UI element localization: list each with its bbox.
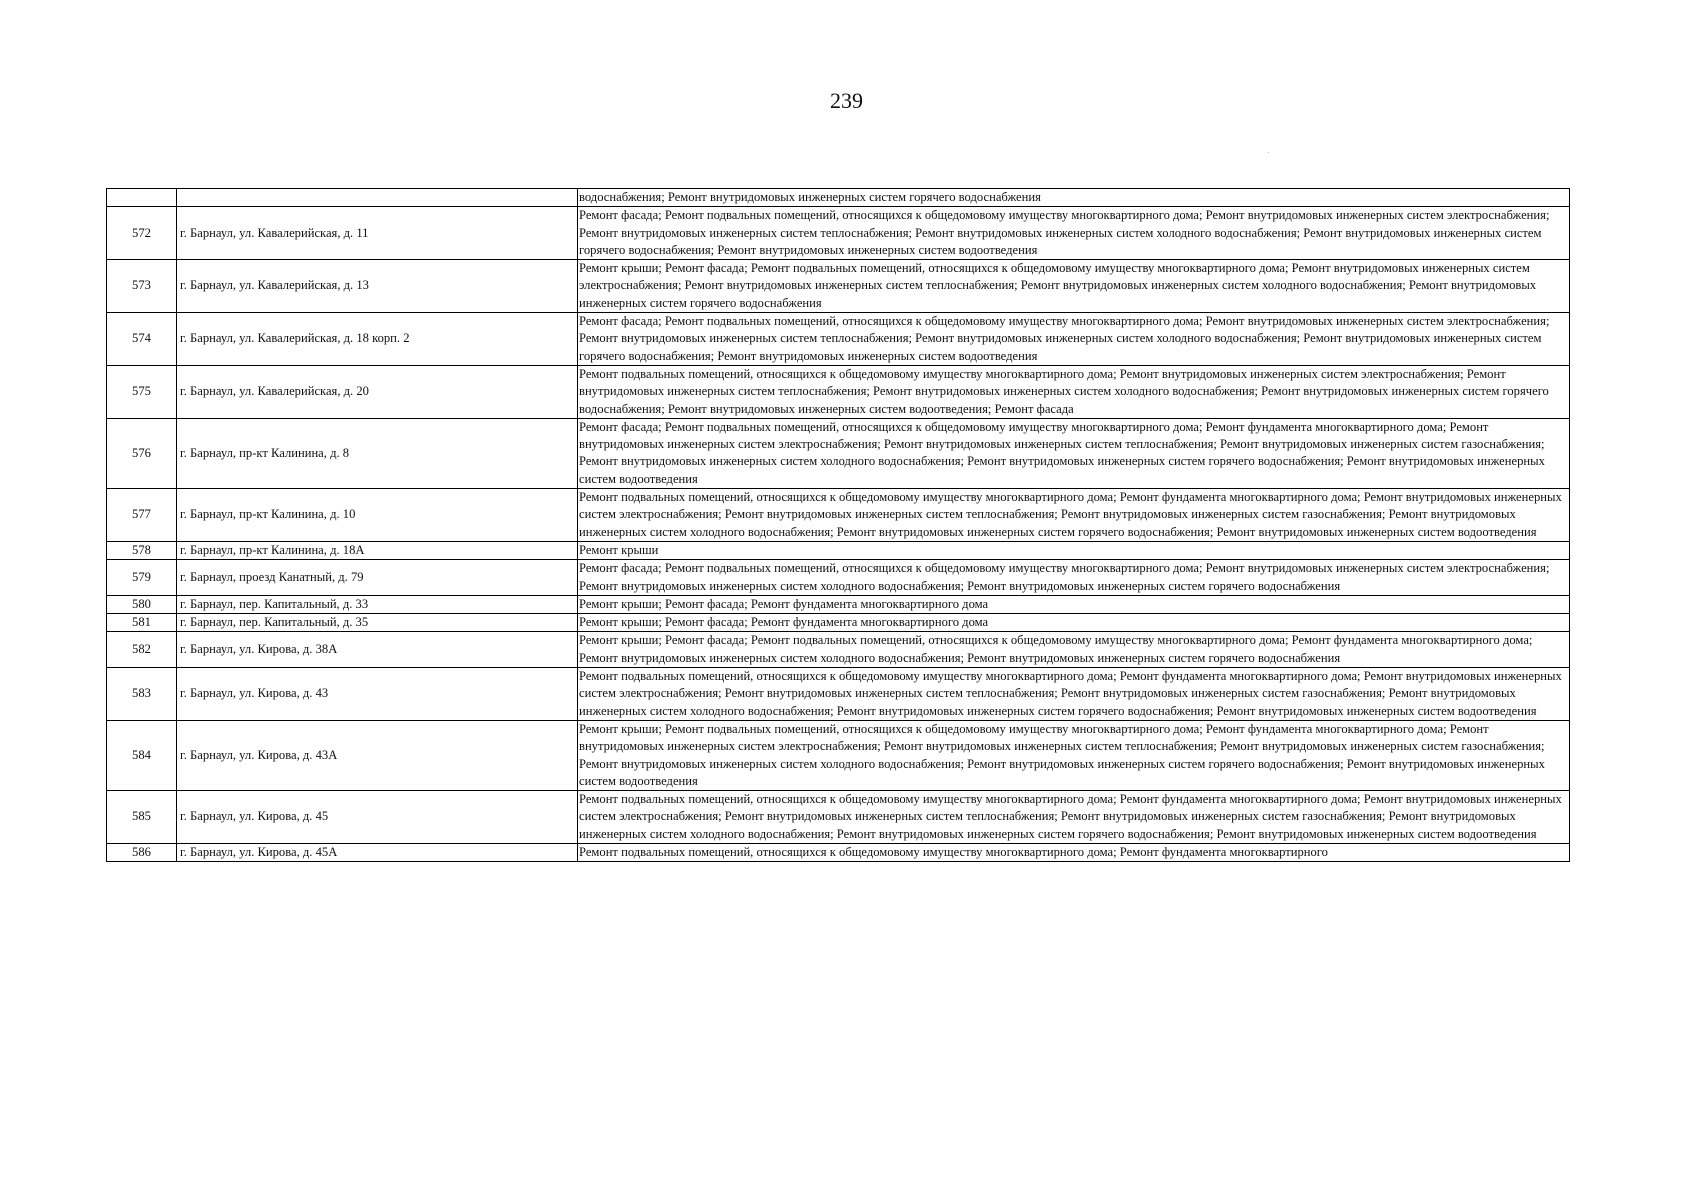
row-works: Ремонт фасада; Ремонт подвальных помещений, относящихся к общедомовому имуществу многоквартирного дома; Ремонт внутридомовых инженерных систем электроснабжения; Ремонт внутридомовых инженерных систем теплоснабжения; Ремонт внутридомовых инженерных систем холодного водоснабжения; Ремонт внутридомовых инженерных систем горячего водоснабжения; Ремонт внутридомовых инженерных систем водоотведения (578, 313, 1570, 366)
table-row (107, 260, 1570, 313)
table-row (107, 365, 1570, 418)
table-row (107, 843, 1570, 861)
row-number: 572 (107, 207, 177, 260)
table-row (107, 668, 1570, 721)
table-body (107, 189, 1570, 862)
row-number: 584 (107, 720, 177, 790)
row-address: г. Барнаул, ул. Кирова, д. 43 (177, 668, 578, 721)
row-address: г. Барнаул, проезд Канатный, д. 79 (177, 560, 578, 596)
row-works: Ремонт фасада; Ремонт подвальных помещений, относящихся к общедомовому имуществу многоквартирного дома; Ремонт внутридомовых инженерных систем электроснабжения; Ремонт внутридомовых инженерных систем холодного водоснабжения; Ремонт внутридомовых инженерных систем горячего водоснабжения (578, 560, 1570, 596)
row-address: г. Барнаул, ул. Кирова, д. 43А (177, 720, 578, 790)
page-number: 239 (830, 88, 863, 113)
row-address: г. Барнаул, ул. Кирова, д. 45 (177, 791, 578, 844)
row-number: 582 (107, 632, 177, 668)
row-number: 586 (107, 843, 177, 861)
row-number: 578 (107, 541, 177, 559)
table-row (107, 560, 1570, 596)
row-works: Ремонт крыши (578, 541, 1570, 559)
row-works: Ремонт крыши; Ремонт подвальных помещений, относящихся к общедомовому имуществу многоквартирного дома; Ремонт фундамента многоквартирного дома; Ремонт внутридомовых инженерных систем электроснабжения; Ремонт внутридомовых инженерных систем теплоснабжения; Ремонт внутридомовых инженерных систем газоснабжения; Ремонт внутридомовых инженерных систем холодного водоснабжения; Ремонт внутридомовых инженерных систем горячего водоснабжения; Ремонт внутридомовых инженерных систем водоотведения (578, 720, 1570, 790)
scan-speck (1268, 152, 1269, 153)
row-address: г. Барнаул, пр-кт Калинина, д. 8 (177, 418, 578, 488)
row-works: Ремонт крыши; Ремонт фасада; Ремонт подвальных помещений, относящихся к общедомовому имуществу многоквартирного дома; Ремонт фундамента многоквартирного дома; Ремонт внутридомовых инженерных систем холодного водоснабжения; Ремонт внутридомовых инженерных систем горячего водоснабжения (578, 632, 1570, 668)
table-row (107, 614, 1570, 632)
row-number: 573 (107, 260, 177, 313)
table-row (107, 489, 1570, 542)
row-address: г. Барнаул, ул. Кирова, д. 45А (177, 843, 578, 861)
row-works: Ремонт подвальных помещений, относящихся к общедомовому имуществу многоквартирного дома; Ремонт внутридомовых инженерных систем электроснабжения; Ремонт внутридомовых инженерных систем теплоснабжения; Ремонт внутридомовых инженерных систем холодного водоснабжения; Ремонт внутридомовых инженерных систем горячего водоснабжения; Ремонт внутридомовых инженерных систем водоотведения; Ремонт фасада (578, 365, 1570, 418)
row-address: г. Барнаул, пер. Капитальный, д. 33 (177, 595, 578, 613)
row-number: 580 (107, 595, 177, 613)
table-row (107, 720, 1570, 790)
row-number: 585 (107, 791, 177, 844)
row-address: г. Барнаул, ул. Кавалерийская, д. 20 (177, 365, 578, 418)
row-works: Ремонт подвальных помещений, относящихся к общедомовому имуществу многоквартирного дома; Ремонт фундамента многоквартирного (578, 843, 1570, 861)
row-works: Ремонт подвальных помещений, относящихся к общедомовому имуществу многоквартирного дома; Ремонт фундамента многоквартирного дома; Ремонт внутридомовых инженерных систем электроснабжения; Ремонт внутридомовых инженерных систем теплоснабжения; Ремонт внутридомовых инженерных систем газоснабжения; Ремонт внутридомовых инженерных систем холодного водоснабжения; Ремонт внутридомовых инженерных систем горячего водоснабжения; Ремонт внутридомовых инженерных систем водоотведения (578, 791, 1570, 844)
table-row (107, 595, 1570, 613)
row-number: 581 (107, 614, 177, 632)
row-works: Ремонт подвальных помещений, относящихся к общедомовому имуществу многоквартирного дома; Ремонт фундамента многоквартирного дома; Ремонт внутридомовых инженерных систем электроснабжения; Ремонт внутридомовых инженерных систем теплоснабжения; Ремонт внутридомовых инженерных систем газоснабжения; Ремонт внутридомовых инженерных систем холодного водоснабжения; Ремонт внутридомовых инженерных систем горячего водоснабжения; Ремонт внутридомовых инженерных систем водоотведения (578, 489, 1570, 542)
repair-works-table (106, 188, 1570, 862)
row-number: 574 (107, 313, 177, 366)
row-address (177, 189, 578, 207)
row-number: 583 (107, 668, 177, 721)
table-row (107, 541, 1570, 559)
row-number: 575 (107, 365, 177, 418)
table-row (107, 207, 1570, 260)
table-row (107, 418, 1570, 488)
row-works: Ремонт подвальных помещений, относящихся к общедомовому имуществу многоквартирного дома; Ремонт фундамента многоквартирного дома; Ремонт внутридомовых инженерных систем электроснабжения; Ремонт внутридомовых инженерных систем теплоснабжения; Ремонт внутридомовых инженерных систем газоснабжения; Ремонт внутридомовых инженерных систем холодного водоснабжения; Ремонт внутридомовых инженерных систем горячего водоснабжения; Ремонт внутридомовых инженерных систем водоотведения (578, 668, 1570, 721)
row-works: Ремонт крыши; Ремонт фасада; Ремонт фундамента многоквартирного дома (578, 595, 1570, 613)
row-works: Ремонт крыши; Ремонт фасада; Ремонт подвальных помещений, относящихся к общедомовому имуществу многоквартирного дома; Ремонт внутридомовых инженерных систем электроснабжения; Ремонт внутридомовых инженерных систем теплоснабжения; Ремонт внутридомовых инженерных систем холодного водоснабжения; Ремонт внутридомовых инженерных систем горячего водоснабжения (578, 260, 1570, 313)
row-works: Ремонт фасада; Ремонт подвальных помещений, относящихся к общедомовому имуществу многоквартирного дома; Ремонт внутридомовых инженерных систем электроснабжения; Ремонт внутридомовых инженерных систем теплоснабжения; Ремонт внутридомовых инженерных систем холодного водоснабжения; Ремонт внутридомовых инженерных систем горячего водоснабжения; Ремонт внутридомовых инженерных систем водоотведения (578, 207, 1570, 260)
row-address: г. Барнаул, ул. Кавалерийская, д. 13 (177, 260, 578, 313)
row-works: Ремонт фасада; Ремонт подвальных помещений, относящихся к общедомовому имуществу многоквартирного дома; Ремонт фундамента многоквартирного дома; Ремонт внутридомовых инженерных систем электроснабжения; Ремонт внутридомовых инженерных систем теплоснабжения; Ремонт внутридомовых инженерных систем газоснабжения; Ремонт внутридомовых инженерных систем холодного водоснабжения; Ремонт внутридомовых инженерных систем горячего водоснабжения; Ремонт внутридомовых инженерных систем водоотведения (578, 418, 1570, 488)
row-works: водоснабжения; Ремонт внутридомовых инженерных систем горячего водоснабжения (578, 189, 1570, 207)
table-row (107, 313, 1570, 366)
row-number: 576 (107, 418, 177, 488)
row-number (107, 189, 177, 207)
row-number: 579 (107, 560, 177, 596)
row-number: 577 (107, 489, 177, 542)
row-address: г. Барнаул, ул. Кавалерийская, д. 18 корп. 2 (177, 313, 578, 366)
row-address: г. Барнаул, пр-кт Калинина, д. 18А (177, 541, 578, 559)
table-row (107, 189, 1570, 207)
table-row (107, 632, 1570, 668)
row-address: г. Барнаул, ул. Кавалерийская, д. 11 (177, 207, 578, 260)
table-row (107, 791, 1570, 844)
row-works: Ремонт крыши; Ремонт фасада; Ремонт фундамента многоквартирного дома (578, 614, 1570, 632)
row-address: г. Барнаул, пер. Капитальный, д. 35 (177, 614, 578, 632)
row-address: г. Барнаул, ул. Кирова, д. 38А (177, 632, 578, 668)
row-address: г. Барнаул, пр-кт Калинина, д. 10 (177, 489, 578, 542)
